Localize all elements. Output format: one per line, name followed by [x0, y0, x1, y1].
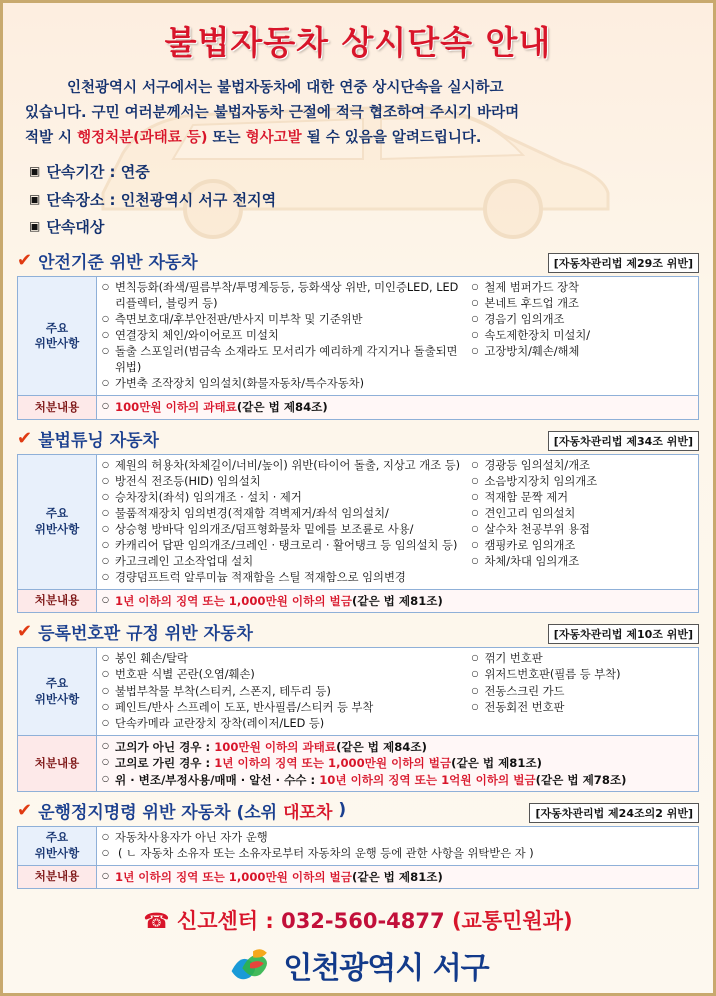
list-item: ○ 변칙등화(좌색/필름부착/투명계등등, 등화색상 위반, 미인증LED, LED리플렉터, 블링커 등)	[102, 280, 463, 312]
row-label: 주요 위반사항	[18, 454, 97, 589]
section-header	[17, 426, 699, 451]
list-item	[102, 593, 693, 609]
phone-icon: ☎	[143, 909, 170, 934]
list-item: ○ 차체/차대 임의개조	[471, 554, 693, 570]
table-row	[18, 648, 699, 735]
list-item	[102, 755, 693, 771]
list-item: ○ 자동차사용자가 아닌 자가 운행	[102, 830, 693, 846]
section-title-text: 운행정지명령 위반 자동차 (소위	[38, 802, 278, 823]
phone-number[interactable]: 032-560-4877	[281, 909, 445, 934]
penalty-highlight: 10년 이하의 징역 또는 1억원 이하의 벌금	[319, 772, 536, 787]
intro-line2: 있습니다. 구민 여러분께서는 불법자동차 근절에 적극 협조하여 주시기 바라며	[25, 104, 520, 121]
check-icon: ✔	[17, 799, 33, 821]
square-bullet-icon: ▣	[29, 219, 41, 234]
row-label: 주요 위반사항	[18, 648, 97, 735]
penalty-body	[97, 589, 699, 612]
penalty-tail: (같은 법 제84조)	[336, 739, 427, 754]
section-law-badge: [자동차관리법 제34조 위반]	[548, 431, 699, 451]
list-item: ○ 페인트/반사 스프레이 도포, 반사필름/스티커 등 부착	[102, 700, 463, 716]
section-law-badge: [자동차관리법 제10조 위반]	[548, 624, 699, 644]
penalty-tail: (같은 법 제84조)	[236, 400, 328, 415]
section-safety-standard	[17, 248, 699, 420]
bullet-label: 단속장소 : 인천광역시 서구 전지역	[46, 190, 277, 209]
section-title-text: 불법튜닝 자동차	[38, 430, 159, 451]
list-item-cont: ○ 카캐리어 답판 임의개조/크레인 · 탱크로리 · 활어탱크 등 임의설치 등)	[102, 538, 463, 554]
list-item: ○ 카고크레인 고소작업대 설치	[102, 554, 463, 570]
list-item: ○ 번호판 식별 곤란(오염/훼손)	[102, 667, 463, 683]
penalty-highlight: 1년 이하의 징역 또는 1,000만원 이하의 벌금	[115, 593, 352, 608]
list-item-cont: ○ 상승형 방바닥 임의개조/덤프형화물차 밑에를 보조륜로 사용/	[102, 522, 463, 538]
row-body	[97, 648, 699, 735]
penalty-body	[97, 866, 699, 889]
section-license-plate	[17, 619, 699, 792]
table-row	[18, 454, 699, 589]
list-item: ○ 승차장치(좌석) 임의개조 · 설치 · 제거	[102, 490, 463, 506]
penalty-row	[18, 866, 699, 889]
penalty-row	[18, 735, 699, 791]
list-item: ○ 위저드번호판(필름 등 부착)	[471, 667, 693, 683]
penalty-lead: 고의로 가린 경우 :	[115, 756, 215, 771]
list-item: ○ 가변축 조작장치 임의설치(화물자동차/특수자동차)	[102, 376, 463, 392]
list-item: ○ 경음기 임의개조	[471, 312, 693, 328]
check-icon: ✔	[17, 250, 33, 272]
penalty-tail: (같은 법 제81조)	[351, 870, 443, 885]
table-row	[18, 826, 699, 865]
penalty-body	[97, 396, 699, 419]
violation-table	[17, 826, 699, 890]
list-item: ○ 물품적재장치 임의변경(적재함 격벽제거/좌석 임의설치/	[102, 506, 463, 522]
page-title: 불법자동차 상시단속 안내	[164, 23, 552, 62]
table-row	[18, 277, 699, 396]
section-header	[17, 619, 699, 644]
row-label: 주요 위반사항	[18, 277, 97, 396]
section-title-text: 등록번호판 규정 위반 자동차	[38, 624, 253, 645]
list-item: ○ 전동스크린 가드	[471, 684, 693, 700]
check-icon: ✔	[17, 621, 33, 643]
list-item: ○ 견인고리 임의설치	[471, 506, 693, 522]
penalty-lead: 고의가 아닌 경우 :	[115, 739, 215, 754]
intro-line3-b: 또는	[207, 129, 246, 146]
list-item: ○ 전동회전 번호판	[471, 700, 693, 716]
intro-line3-red2: 형사고발	[245, 129, 302, 146]
penalty-body	[97, 735, 699, 791]
penalty-row	[18, 396, 699, 419]
organization-name: 인천광역시 서구	[283, 951, 489, 987]
section-title-tail: )	[338, 800, 347, 821]
penalty-highlight: 100만원 이하의 과태료	[214, 739, 337, 754]
list-item	[102, 869, 693, 885]
violation-table	[17, 276, 699, 420]
penalty-label: 처분내용	[18, 396, 97, 419]
penalty-tail: (같은 법 제78조)	[535, 772, 627, 787]
section-title	[17, 248, 198, 273]
list-item: ○ 철제 범퍼가드 장착	[471, 280, 693, 296]
list-item: ○ 방전식 전조등(HID) 임의설치	[102, 474, 463, 490]
list-item: ○ 속도제한장치 미설치/	[471, 328, 693, 344]
list-item	[102, 739, 693, 755]
violations-left	[102, 280, 463, 392]
penalty-tail: (같은 법 제81조)	[451, 756, 542, 771]
row-body	[97, 826, 699, 865]
intro-line3-a: 적발 시	[25, 129, 78, 146]
list-item: ○ 살수차 천공부위 용접	[471, 522, 693, 538]
section-suspension-order	[17, 798, 699, 890]
violation-table	[17, 454, 699, 614]
section-title	[17, 426, 159, 451]
violations-left	[102, 458, 463, 586]
section-title-highlight: 대포차	[283, 802, 333, 823]
section-title-text: 안전기준 위반 자동차	[38, 253, 198, 274]
list-item: ○ 불법부착물 부착(스티커, 스폰지, 테두리 등)	[102, 684, 463, 700]
penalty-label: 처분내용	[18, 735, 97, 791]
violations-left	[102, 651, 463, 731]
list-item: ○ 경량덤프트럭 알루미늄 적재함을 스틸 적재함으로 임의변경	[102, 570, 463, 586]
bullet-item-target	[29, 214, 713, 242]
list-item: ○ 측면보호대/후부안전판/반사지 미부착 및 기준위반	[102, 312, 463, 328]
violations-right	[471, 280, 693, 392]
list-item: ○ 꺾기 번호판	[471, 651, 693, 667]
section-header	[17, 798, 699, 823]
section-law-badge: [자동차관리법 제24조의2 위반]	[529, 803, 699, 823]
section-illegal-tuning	[17, 426, 699, 614]
bullet-label: 단속대상	[46, 218, 105, 237]
intro-line1: 인천광역시 서구에서는 불법자동차에 대한 연중 상시단속을 실시하고	[67, 80, 504, 96]
list-item	[102, 772, 693, 788]
list-item: ○ 단속카메라 교란장치 장착(레이저/LED 등)	[102, 716, 463, 732]
intro-paragraph	[25, 76, 691, 151]
list-item: ○ 제원의 허용차(차체길이/너비/높이) 위반(타이어 돌출, 지상고 개조 등)	[102, 458, 463, 474]
penalty-label: 처분내용	[18, 866, 97, 889]
list-item	[102, 399, 693, 415]
department-label: (교통민원과)	[444, 909, 573, 934]
violations-right	[471, 651, 693, 731]
bullet-label: 단속기간 : 연중	[46, 162, 150, 181]
section-title	[17, 619, 253, 644]
intro-line3-red1: 행정처분(과태료 등)	[77, 129, 208, 146]
list-item: ○ 캠핑카로 임의개조	[471, 538, 693, 554]
penalty-label: 처분내용	[18, 589, 97, 612]
row-label: 주요 위반사항	[18, 826, 97, 865]
penalty-highlight: 100만원 이하의 과태료	[115, 400, 237, 415]
bullet-item-period	[29, 159, 713, 187]
list-item-cont: ○ 고장방치/훼손/해체	[471, 344, 693, 360]
penalty-highlight: 1년 이하의 징역 또는 1,000만원 이하의 벌금	[214, 756, 452, 771]
square-bullet-icon: ▣	[29, 191, 41, 206]
section-law-badge: [자동차관리법 제29조 위반]	[548, 253, 699, 273]
report-center-label: 신고센터 :	[176, 909, 282, 934]
section-title	[17, 798, 346, 823]
penalty-row	[18, 589, 699, 612]
list-item: ○ 본네트 후드업 개조	[471, 296, 693, 312]
bullet-list	[29, 159, 713, 242]
list-item: ○ 경광등 임의설치/개조	[471, 458, 693, 474]
list-item: ○ 봉인 훼손/탈락	[102, 651, 463, 667]
penalty-tail: (같은 법 제81조)	[351, 593, 443, 608]
row-body	[97, 277, 699, 396]
penalty-lead: 위 · 변조/부정사용/매매 · 알선 · 수수 :	[115, 772, 320, 787]
penalty-highlight: 1년 이하의 징역 또는 1,000만원 이하의 벌금	[115, 870, 352, 885]
list-item: ○ 소음방지장치 임의개조	[471, 474, 693, 490]
organization-logo	[3, 943, 713, 987]
section-header	[17, 248, 699, 273]
list-item: ○ 연결장치 체인/와이어로프 미설치	[102, 328, 463, 344]
list-item: ○ 돌출 스포일러(범금속 소재라도 모서리가 예리하게 각지거나 돌출되면 위법)	[102, 344, 463, 376]
list-item: ○ 적재함 문짝 제거	[471, 490, 693, 506]
violation-table	[17, 647, 699, 792]
row-body	[97, 454, 699, 589]
seogu-emblem-icon	[227, 945, 273, 985]
violations-right	[471, 458, 693, 586]
contact-line	[3, 905, 713, 935]
list-note: ○ ( ㄴ 자동차 소유자 또는 소유자로부터 자동차의 운행 등에 관한 사항을 위탁받은 자 )	[102, 846, 693, 862]
check-icon: ✔	[17, 427, 33, 449]
square-bullet-icon: ▣	[29, 163, 41, 178]
intro-line3-c: 될 수 있음을 알려드립니다.	[301, 129, 482, 146]
bullet-item-place	[29, 187, 713, 215]
